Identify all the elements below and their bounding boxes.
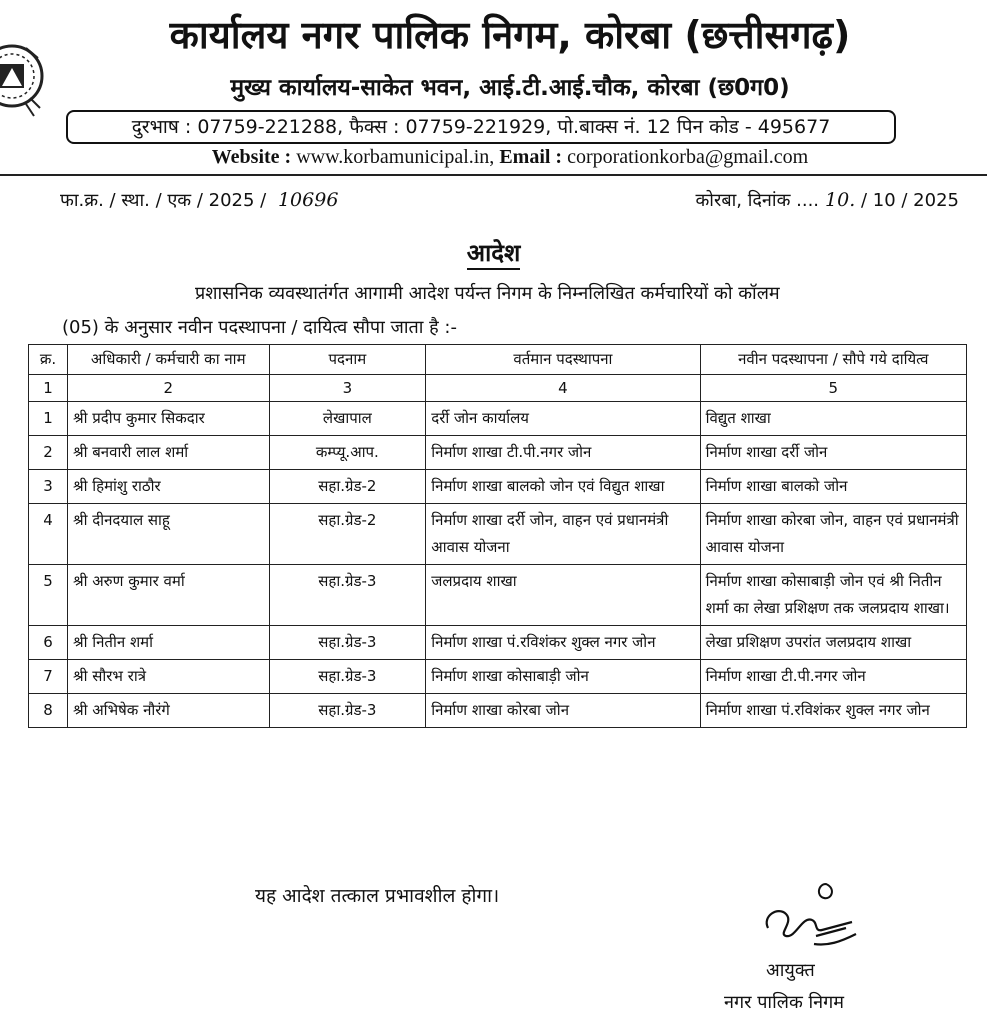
row-current-posting: निर्माण शाखा टी.पी.नगर जोन	[426, 436, 700, 470]
website-line	[60, 146, 960, 169]
header-designation: पदनाम	[269, 345, 426, 375]
order-date	[695, 188, 959, 212]
index-cell: 2	[67, 375, 269, 402]
row-designation: सहा.ग्रेड-2	[269, 470, 426, 504]
signatory-designation: आयुक्त	[766, 960, 815, 981]
row-new-posting: निर्माण शाखा टी.पी.नगर जोन	[700, 660, 966, 694]
order-body-line-1: प्रशासनिक व्यवस्थातंर्गत आगामी आदेश पर्यन्त निगम के निम्नलिखित कर्मचारियों को कॉलम	[195, 283, 780, 304]
row-new-posting: निर्माण शाखा बालको जोन	[700, 470, 966, 504]
table-row	[29, 694, 967, 728]
index-cell: 3	[269, 375, 426, 402]
header-divider	[0, 174, 987, 176]
row-sno: 1	[29, 402, 68, 436]
transfer-table	[28, 344, 967, 728]
reference-number	[60, 188, 338, 212]
row-current-posting: जलप्रदाय शाखा	[426, 565, 700, 626]
row-name: श्री बनवारी लाल शर्मा	[67, 436, 269, 470]
table-row	[29, 660, 967, 694]
order-body-line-2: (05) के अनुसार नवीन पदस्थापना / दायित्व सौपा जाता है :-	[62, 317, 457, 338]
email-address: corporationkorba@gmail.com	[567, 146, 809, 168]
row-name: श्री हिमांशु राठौर	[67, 470, 269, 504]
table-row	[29, 470, 967, 504]
row-new-posting: निर्माण शाखा कोसाबाड़ी जोन एवं श्री नितीन शर्मा का लेखा प्रशिक्षण तक जलप्रदाय शाखा।	[700, 565, 966, 626]
office-title: कार्यालय नगर पालिक निगम, कोरबा (छत्तीसगढ़)	[169, 13, 851, 57]
date-rest: / 10 / 2025	[860, 190, 959, 211]
row-sno: 4	[29, 504, 68, 565]
row-sno: 5	[29, 565, 68, 626]
index-cell: 1	[29, 375, 68, 402]
row-name: श्री सौरभ रात्रे	[67, 660, 269, 694]
row-current-posting: निर्माण शाखा पं.रविशंकर शुक्ल नगर जोन	[426, 626, 700, 660]
date-day: 10.	[825, 189, 856, 211]
date-prefix: कोरबा, दिनांक ....	[695, 190, 820, 211]
row-current-posting: निर्माण शाखा कोसाबाड़ी जोन	[426, 660, 700, 694]
table-row	[29, 565, 967, 626]
row-sno: 7	[29, 660, 68, 694]
closing-statement: यह आदेश तत्काल प्रभावशील होगा।	[255, 885, 500, 907]
header-name: अधिकारी / कर्मचारी का नाम	[67, 345, 269, 375]
row-name: श्री नितीन शर्मा	[67, 626, 269, 660]
index-cell: 4	[426, 375, 700, 402]
table-row	[29, 436, 967, 470]
row-new-posting: निर्माण शाखा दर्री जोन	[700, 436, 966, 470]
header-current-posting: वर्तमान पदस्थापना	[426, 345, 700, 375]
row-sno: 8	[29, 694, 68, 728]
index-cell: 5	[700, 375, 966, 402]
row-sno: 6	[29, 626, 68, 660]
row-name: श्री दीनदयाल साहू	[67, 504, 269, 565]
row-designation: लेखापाल	[269, 402, 426, 436]
row-new-posting: निर्माण शाखा पं.रविशंकर शुक्ल नगर जोन	[700, 694, 966, 728]
table-index-row	[29, 375, 967, 402]
row-new-posting: लेखा प्रशिक्षण उपरांत जलप्रदाय शाखा	[700, 626, 966, 660]
row-sno: 3	[29, 470, 68, 504]
table-header-row	[29, 345, 967, 375]
signatory-office: नगर पालिक निगम	[724, 992, 845, 1013]
row-current-posting: निर्माण शाखा दर्री जोन, वाहन एवं प्रधानमंत्री आवास योजना	[426, 504, 700, 565]
reference-handwritten-number: 10696	[277, 189, 339, 211]
row-current-posting: निर्माण शाखा कोरबा जोन	[426, 694, 700, 728]
office-address: मुख्य कार्यालय-साकेत भवन, आई.टी.आई.चौक, कोरबा (छ0ग0)	[230, 75, 790, 101]
contact-box: दुरभाष : 07759-221288, फैक्स : 07759-221929, पो.बाक्स नं. 12 पिन कोड - 495677	[66, 110, 896, 144]
header-sno: क्र.	[29, 345, 68, 375]
table-row	[29, 626, 967, 660]
row-new-posting: निर्माण शाखा कोरबा जोन, वाहन एवं प्रधानमंत्री आवास योजना	[700, 504, 966, 565]
website-url: www.korbamunicipal.in,	[296, 146, 495, 168]
municipal-emblem-icon	[0, 28, 46, 124]
row-name: श्री अरुण कुमार वर्मा	[67, 565, 269, 626]
row-designation: सहा.ग्रेड-3	[269, 565, 426, 626]
website-label: Website :	[211, 146, 292, 168]
row-designation: सहा.ग्रेड-3	[269, 660, 426, 694]
row-current-posting: दर्री जोन कार्यालय	[426, 402, 700, 436]
order-heading: आदेश	[0, 236, 987, 269]
header-new-posting: नवीन पदस्थापना / सौपे गये दायित्व	[700, 345, 966, 375]
row-name: श्री प्रदीप कुमार सिकदार	[67, 402, 269, 436]
signature-icon	[756, 876, 868, 952]
row-designation: सहा.ग्रेड-2	[269, 504, 426, 565]
row-designation: कम्प्यू.आप.	[269, 436, 426, 470]
email-label: Email :	[499, 146, 563, 168]
row-sno: 2	[29, 436, 68, 470]
table-row	[29, 504, 967, 565]
row-name: श्री अभिषेक नौरंगे	[67, 694, 269, 728]
table-row	[29, 402, 967, 436]
row-new-posting: विद्युत शाखा	[700, 402, 966, 436]
reference-prefix: फा.क्र. / स्था. / एक / 2025 /	[60, 190, 267, 211]
row-designation: सहा.ग्रेड-3	[269, 694, 426, 728]
row-current-posting: निर्माण शाखा बालको जोन एवं विद्युत शाखा	[426, 470, 700, 504]
row-designation: सहा.ग्रेड-3	[269, 626, 426, 660]
